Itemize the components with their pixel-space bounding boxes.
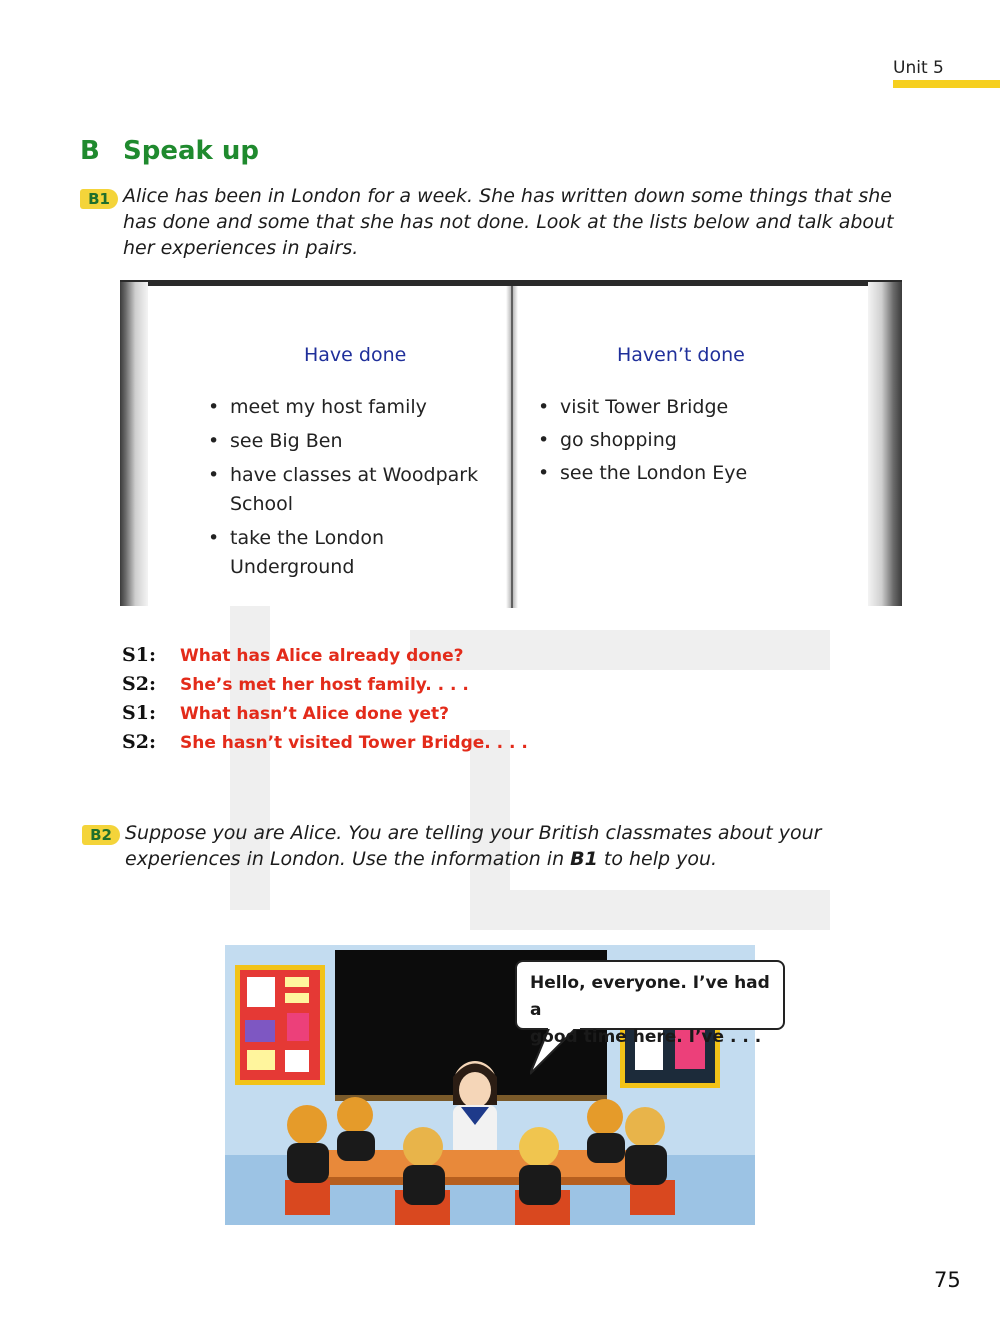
list-item-text: visit Tower Bridge <box>560 396 729 418</box>
list-item-text: see Big Ben <box>230 430 343 452</box>
b2-badge: B2 <box>82 825 120 845</box>
bullet: • <box>538 429 550 451</box>
list-item-text: have classes at Woodpark <box>230 464 479 486</box>
book-spine <box>506 286 518 608</box>
section-title: Speak up <box>123 136 259 166</box>
list-item <box>208 524 498 582</box>
b2-instruction-line-1: Suppose you are Alice. You are telling your British classmates about your <box>125 822 822 844</box>
alice-figure <box>453 1061 497 1157</box>
bullet: • <box>208 396 220 418</box>
b2-reference: B1 <box>570 848 598 870</box>
list-item-text: meet my host family <box>230 396 427 418</box>
speech-line-1: Hello, everyone. I’ve had a <box>530 973 770 1020</box>
speaker-label: S2: <box>122 731 156 753</box>
list-item <box>208 393 498 422</box>
b1-instruction-line-1: Alice has been in London for a week. She has written down some things that she <box>123 185 892 207</box>
bullet: • <box>208 527 220 549</box>
list-item-text: go shopping <box>560 429 677 451</box>
section-letter: B <box>80 136 100 166</box>
dialogue-line: She hasn’t visited Tower Bridge. . . . <box>180 733 528 753</box>
unit-label: Unit 5 <box>893 58 944 78</box>
have-done-title: Have done <box>304 344 407 366</box>
page-number: 75 <box>934 1268 961 1292</box>
b2-instruction-line-2 <box>125 846 717 872</box>
havent-done-title: Haven’t done <box>617 344 745 366</box>
speaker-label: S1: <box>122 644 156 666</box>
list-item-text: take the London <box>230 527 385 549</box>
book-right-edge <box>868 282 902 606</box>
bullet: • <box>538 396 550 418</box>
havent-done-list <box>538 393 858 492</box>
dialogue-line: What has Alice already done? <box>180 646 464 666</box>
list-item <box>208 427 498 456</box>
b2-text: to help you. <box>597 848 718 870</box>
dialogue-line: What hasn’t Alice done yet? <box>180 704 450 724</box>
b1-instruction-line-2: has done and some that she has not done. Look at the lists below and talk about <box>123 211 894 233</box>
speech-text <box>530 970 785 1051</box>
list-item-text-cont: School <box>230 493 294 515</box>
unit-bar <box>893 80 1000 88</box>
bullet: • <box>208 430 220 452</box>
list-item-text: see the London Eye <box>560 462 748 484</box>
have-done-list <box>208 393 498 587</box>
list-item <box>538 393 858 422</box>
b1-badge: B1 <box>80 189 118 209</box>
list-item-text-cont: Underground <box>230 556 355 578</box>
bullet: • <box>538 462 550 484</box>
b2-text: experiences in London. Use the information in <box>125 848 571 870</box>
list-item <box>538 459 858 488</box>
b1-instruction-line-3: her experiences in pairs. <box>123 237 359 259</box>
speaker-label: S1: <box>122 702 156 724</box>
book-left-edge <box>120 282 148 606</box>
bullet: • <box>208 464 220 486</box>
dialogue-line: She’s met her host family. . . . <box>180 675 469 695</box>
list-item <box>538 426 858 455</box>
list-item <box>208 461 498 519</box>
speech-line-2: good time here. I’ve . . . <box>530 1027 762 1047</box>
speaker-label: S2: <box>122 673 156 695</box>
notice-board-left <box>235 965 325 1085</box>
